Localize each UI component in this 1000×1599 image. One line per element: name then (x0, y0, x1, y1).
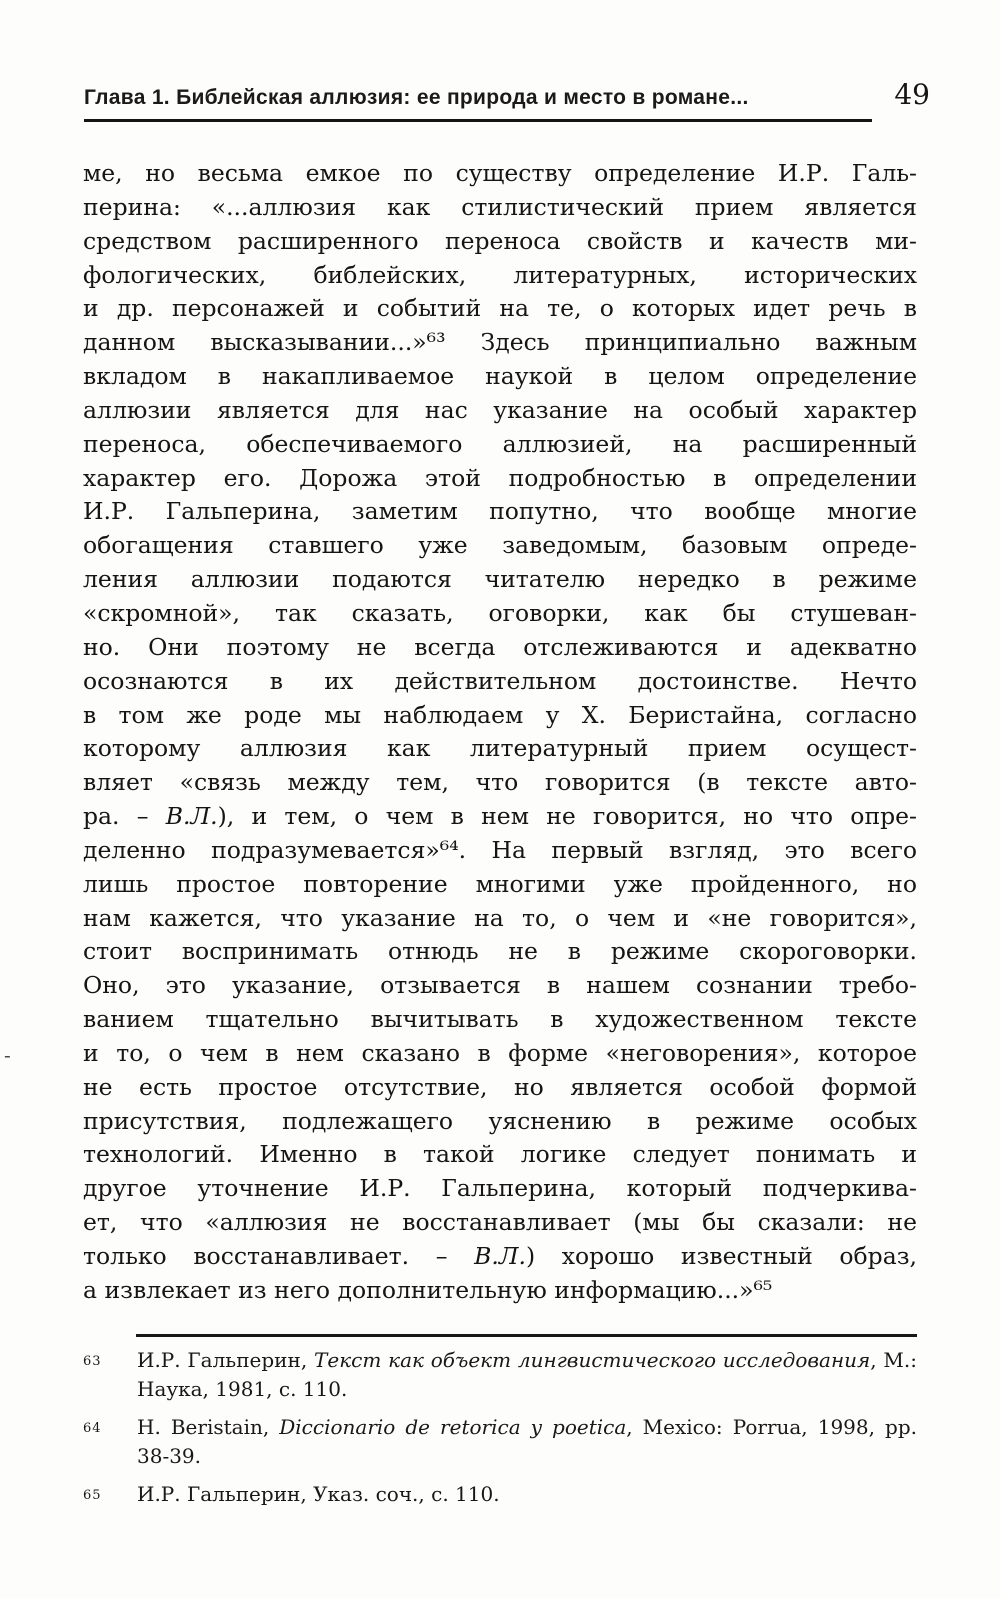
body-line: которому аллюзия как литературный прием осущест- (83, 734, 917, 763)
body-line: данном высказывании...»⁶³ Здесь принципиально важным (83, 328, 917, 357)
footnote-rule (136, 1334, 917, 1337)
body-line: ванием тщательно вычитывать в художественном тексте (83, 1005, 917, 1034)
body-line: другое уточнение И.Р. Гальперина, который подчеркива- (83, 1174, 917, 1203)
body-line: средством расширенного переноса свойств и качеств ми- (83, 226, 917, 255)
body-line: ра. – В.Л.), и тем, о чем в нем не говорится, но что опре- (83, 802, 917, 831)
scan-artifact-dash: - (4, 1043, 11, 1067)
footnote-text: И.Р. Гальперин, Указ. соч., с. 110. (137, 1481, 500, 1506)
body-line: фологических, библейских, литературных, исторических (83, 260, 917, 289)
body-line: нам кажется, что указание на то, о чем и «не говорится», (83, 903, 917, 932)
body-line: Оно, это указание, отзывается в нашем сознании требо- (83, 971, 917, 1000)
body-line: характер его. Дорожа этой подробностью в определении (83, 463, 917, 492)
body-line: лишь простое повторение многими уже пройденного, но (83, 869, 917, 898)
running-head-chapter-title: Глава 1. Библейская аллюзия: ее природа и место в романе... (84, 86, 749, 109)
body-line: и др. персонажей и событий на те, о которых идет речь в (83, 294, 917, 323)
body-line: стоит воспринимать отнюдь не в режиме скороговорки. (83, 937, 917, 966)
body-line: но. Они поэтому не всегда отслеживаются и адекватно (83, 632, 917, 661)
body-line: «скромной», так сказать, оговорки, как бы стушеван- (83, 598, 917, 627)
body-line: обогащения ставшего уже заведомым, базовым опреде- (83, 531, 917, 560)
body-line: а извлекает из него дополнительную информацию...»⁶⁵ (83, 1275, 773, 1304)
body-line: деленно подразумевается»⁶⁴. На первый взгляд, это всего (83, 835, 917, 864)
body-line: вкладом в накапливаемое наукой в целом определение (83, 362, 917, 391)
body-line: перина: «...аллюзия как стилистический прием является (83, 192, 917, 221)
footnote-marker: 65 (83, 1487, 102, 1503)
footnotes-section (83, 1334, 917, 1509)
body-line: в том же роде мы наблюдаем у Х. Беристайна, согласно (83, 700, 917, 729)
body-line: ет, что «аллюзия не восстанавливает (мы бы сказали: не (83, 1208, 917, 1237)
body-line: осознаются в их действительном достоинстве. Нечто (83, 666, 917, 695)
footnote-marker: 64 (83, 1420, 102, 1436)
body-line: технологий. Именно в такой логике следует понимать и (83, 1140, 917, 1169)
footnote-marker: 63 (83, 1353, 102, 1369)
footnotes-list (83, 1346, 917, 1509)
footnote-text: И.Р. Гальперин, Текст как объект лингвистического исследования, М.: Наука, 1981, с. 110. (137, 1347, 918, 1401)
footnote (83, 1480, 917, 1509)
body-line: переноса, обеспечиваемого аллюзией, на расширенный (83, 429, 917, 458)
page-number: 49 (894, 78, 930, 111)
body-line: и то, о чем в нем сказано в форме «неговорения», которое (83, 1038, 917, 1067)
body-line: И.Р. Гальперина, заметим попутно, что вообще многие (83, 497, 917, 526)
body-text (83, 157, 917, 1308)
header-rule (84, 119, 872, 122)
body-line: присутствия, подлежащего уяснению в режиме особых (83, 1106, 917, 1135)
body-line: ме, но весьма емкое по существу определение И.Р. Галь- (83, 159, 917, 187)
body-line: ления аллюзии подаются читателю нередко в режиме (83, 565, 917, 594)
body-line: аллюзии является для нас указание на особый характер (83, 395, 917, 424)
body-line: не есть простое отсутствие, но является особой формой (83, 1072, 917, 1101)
body-line: вляет «связь между тем, что говорится (в тексте авто- (83, 768, 917, 797)
body-line: только восстанавливает. – В.Л.) хорошо известный образ, (83, 1242, 917, 1270)
footnote-text: H. Beristain, Diccionario de retorica y poetica, Mexico: Porrua, 1998, pp. 38-39. (137, 1414, 917, 1468)
footnote (83, 1413, 917, 1471)
footnote (83, 1346, 917, 1404)
